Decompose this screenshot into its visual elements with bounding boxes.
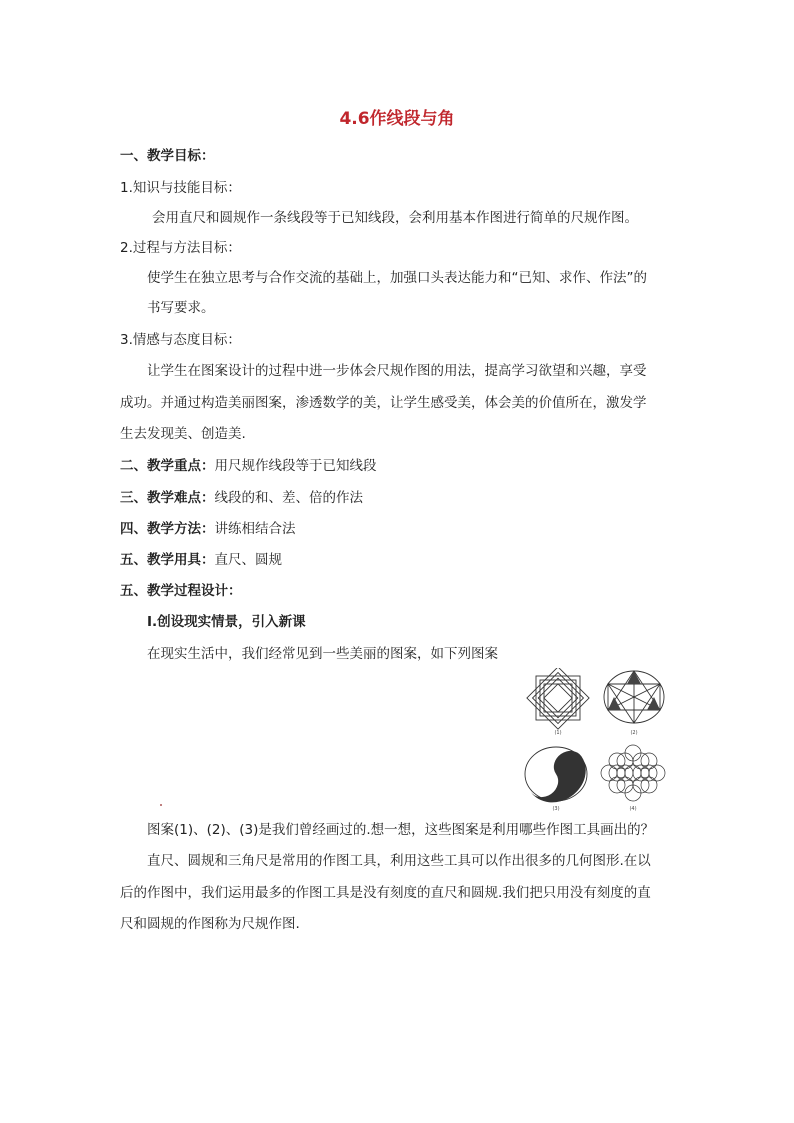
difficulties-row <box>120 488 363 508</box>
section-1-heading: Ⅰ.创设现实情景，引入新课 <box>147 614 306 630</box>
paragraph-line-1: 直尺、圆规和三角尺是常用的作图工具，利用这些工具可以作出很多的几何图形.在以 <box>147 853 651 869</box>
key-points-row <box>120 456 377 476</box>
difficulties-text: 线段的和、差、倍的作法 <box>214 490 363 506</box>
pattern-figure-3 <box>520 744 592 816</box>
method-text: 讲练相结合法 <box>214 521 296 537</box>
pattern-figure-2 <box>600 668 670 740</box>
knowledge-text: 会用直尺和圆规作一条线段等于已知线段，会利用基本作图进行简单的尺规作图。 <box>152 210 638 226</box>
process-text-line-2: 书写要求。 <box>147 300 215 316</box>
figure-4-caption: (4) <box>629 806 637 812</box>
tools-row <box>120 550 282 570</box>
pattern-figure-4 <box>598 744 668 816</box>
paragraph-line-3: 尺和圆规的作图称为尺规作图. <box>120 916 300 932</box>
key-points-text: 用尺规作线段等于已知线段 <box>214 458 377 474</box>
intro-text: 在现实生活中，我们经常见到一些美丽的图案，如下列图案 <box>147 646 498 662</box>
key-points-label: 二、教学重点： <box>120 458 215 474</box>
question-text: 图案(1)、(2)、(3)是我们曾经画过的.想一想，这些图案是利用哪些作图工具画出的？ <box>147 822 655 838</box>
attitude-heading: 3.情感与态度目标： <box>120 332 241 348</box>
attitude-text-line-3: 生去发现美、创造美. <box>120 426 246 442</box>
figure-3-caption: (3) <box>552 806 560 812</box>
process-heading: 2.过程与方法目标： <box>120 240 241 256</box>
process-text-line-1: 使学生在独立思考与合作交流的基础上，加强口头表达能力和“已知、求作、作法”的 <box>147 270 647 286</box>
teaching-process-heading: 五、教学过程设计： <box>120 583 242 599</box>
attitude-text-line-2: 成功。并通过构造美丽图案，渗透数学的美，让学生感受美，体会美的价值所在，激发学 <box>120 395 647 411</box>
figure-1-caption: (1) <box>554 730 562 736</box>
tools-text: 直尺、圆规 <box>214 552 282 568</box>
knowledge-heading: 1.知识与技能目标： <box>120 180 241 196</box>
method-row <box>120 519 296 539</box>
method-label: 四、教学方法： <box>120 521 215 537</box>
difficulties-label: 三、教学难点： <box>120 490 215 506</box>
attitude-text-line-1: 让学生在图案设计的过程中进一步体会尺规作图的用法，提高学习欲望和兴趣，享受 <box>147 363 647 379</box>
page-title: 4.6作线段与角 <box>339 109 455 129</box>
decorative-dot <box>160 804 162 806</box>
tools-label: 五、教学用具： <box>120 552 215 568</box>
paragraph-line-2: 后的作图中，我们运用最多的作图工具是没有刻度的直尺和圆规.我们把只用没有刻度的直 <box>120 885 651 901</box>
objectives-heading: 一、教学目标： <box>120 148 215 164</box>
pattern-figure-1 <box>520 668 596 740</box>
figure-2-caption: (2) <box>630 730 638 736</box>
